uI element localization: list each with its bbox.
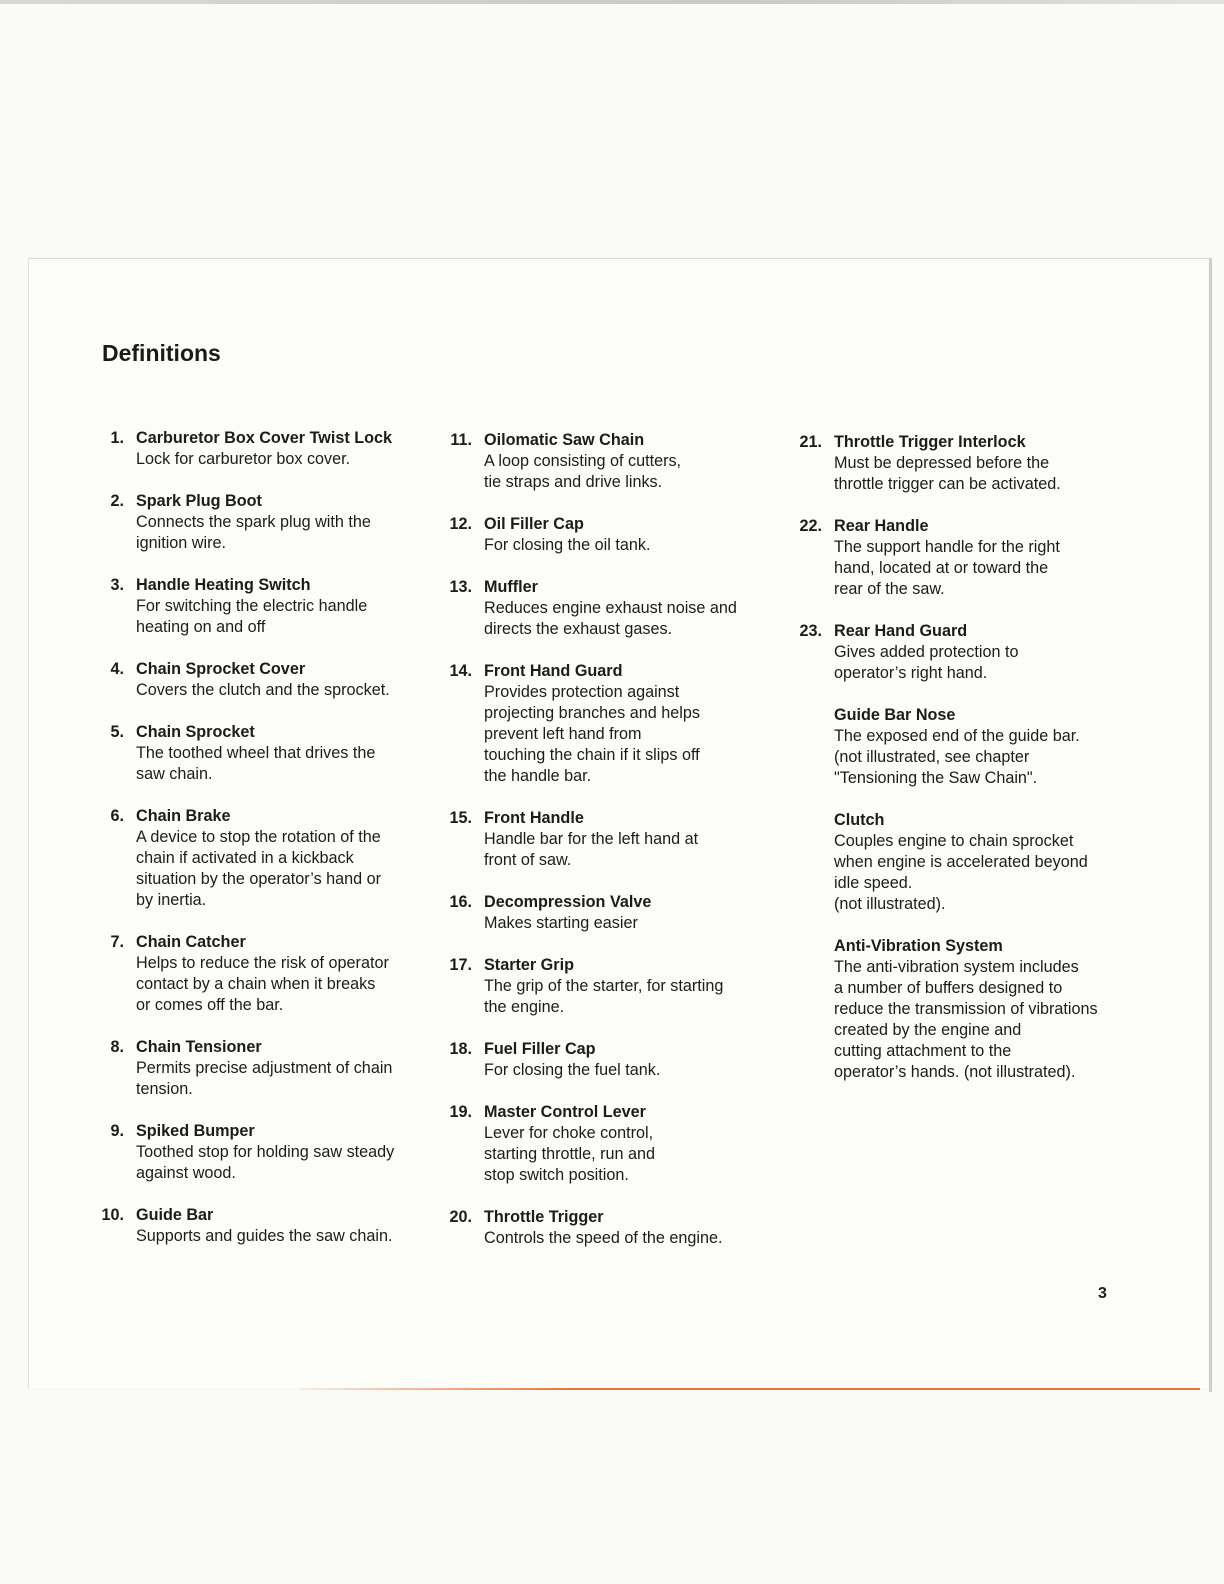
definition-entry bbox=[96, 806, 426, 911]
definition-number: 15. bbox=[449, 809, 472, 827]
definition-description: A loop consisting of cutters, tie straps and drive links. bbox=[484, 452, 682, 491]
definition-body bbox=[484, 808, 774, 871]
definition-number-cell bbox=[96, 932, 136, 1016]
definition-description: Couples engine to chain sprocket when engine is accelerated beyond idle speed. (not illustrated). bbox=[834, 832, 1088, 913]
definition-entry bbox=[794, 621, 1124, 684]
definition-number: 14. bbox=[449, 662, 472, 680]
definition-entry bbox=[794, 432, 1124, 495]
definition-description: Lock for carburetor box cover. bbox=[136, 450, 351, 468]
page-title: Definitions bbox=[102, 340, 221, 366]
definition-number: 8. bbox=[110, 1038, 124, 1056]
definition-body bbox=[834, 516, 1124, 600]
definition-description: Permits precise adjustment of chain tension. bbox=[136, 1059, 393, 1098]
definition-term: Fuel Filler Cap bbox=[484, 1040, 596, 1058]
definition-number: 5. bbox=[110, 723, 124, 741]
definition-entry bbox=[96, 1121, 426, 1184]
definition-body bbox=[484, 514, 774, 556]
definition-term: Clutch bbox=[834, 811, 885, 829]
definition-number-cell bbox=[96, 659, 136, 701]
definition-term: Decompression Valve bbox=[484, 893, 652, 911]
definition-number: 16. bbox=[449, 893, 472, 911]
definition-number: 21. bbox=[799, 433, 822, 451]
definition-number: 4. bbox=[110, 660, 124, 678]
definition-number: 10. bbox=[101, 1206, 124, 1224]
definition-description: Toothed stop for holding saw steady against wood. bbox=[136, 1143, 395, 1182]
definition-body bbox=[484, 1207, 774, 1249]
definition-number-cell bbox=[794, 810, 834, 915]
definition-term: Oilomatic Saw Chain bbox=[484, 431, 645, 449]
definition-body bbox=[136, 575, 426, 638]
definition-number: 17. bbox=[449, 956, 472, 974]
definition-number: 20. bbox=[449, 1208, 472, 1226]
definition-entry bbox=[96, 1037, 426, 1100]
definition-description: The grip of the starter, for starting the engine. bbox=[484, 977, 724, 1016]
definition-body bbox=[834, 432, 1124, 495]
definition-body bbox=[484, 661, 774, 787]
definition-number: 9. bbox=[110, 1122, 124, 1140]
definitions-column-1 bbox=[96, 428, 426, 1268]
definition-number-cell bbox=[444, 808, 484, 871]
definition-term: Master Control Lever bbox=[484, 1103, 646, 1121]
definition-description: Gives added protection to operator’s right hand. bbox=[834, 643, 1019, 682]
definition-body bbox=[834, 810, 1124, 915]
definition-entry bbox=[96, 1205, 426, 1247]
definition-body bbox=[136, 1121, 426, 1184]
definition-body bbox=[834, 705, 1124, 789]
definition-term: Handle Heating Switch bbox=[136, 576, 311, 594]
definition-number: 13. bbox=[449, 578, 472, 596]
definition-number-cell bbox=[794, 432, 834, 495]
definition-entry bbox=[794, 516, 1124, 600]
definition-number: 2. bbox=[110, 492, 124, 510]
definition-entry bbox=[794, 936, 1124, 1083]
definition-entry bbox=[444, 577, 774, 640]
definition-entry bbox=[96, 659, 426, 701]
definition-entry bbox=[96, 932, 426, 1016]
definition-description: Makes starting easier bbox=[484, 914, 638, 932]
definition-number-cell bbox=[794, 516, 834, 600]
definition-entry bbox=[444, 808, 774, 871]
definition-number: 11. bbox=[450, 431, 472, 449]
definition-entry bbox=[794, 810, 1124, 915]
page-top-edge bbox=[0, 0, 1224, 4]
definition-entry bbox=[794, 705, 1124, 789]
definition-term: Oil Filler Cap bbox=[484, 515, 584, 533]
definition-number: 7. bbox=[110, 933, 124, 951]
definition-term: Chain Brake bbox=[136, 807, 231, 825]
definition-description: Reduces engine exhaust noise and directs the exhaust gases. bbox=[484, 599, 737, 638]
definition-description: The exposed end of the guide bar. (not illustrated, see chapter "Tensioning the Saw Chain". bbox=[834, 727, 1080, 787]
definition-description: The toothed wheel that drives the saw chain. bbox=[136, 744, 376, 783]
definition-entry bbox=[444, 514, 774, 556]
definition-body bbox=[136, 1037, 426, 1100]
definition-term: Muffler bbox=[484, 578, 538, 596]
definition-term: Chain Tensioner bbox=[136, 1038, 262, 1056]
definition-number-cell bbox=[444, 892, 484, 934]
definition-term: Anti-Vibration System bbox=[834, 937, 1003, 955]
definition-entry bbox=[96, 575, 426, 638]
definition-description: A device to stop the rotation of the chain if activated in a kickback situation by the operator’s hand or by inertia. bbox=[136, 828, 382, 909]
definition-body bbox=[136, 722, 426, 785]
definition-description: Provides protection against projecting branches and helps prevent left hand from touching the chain if it slips off the handle bar. bbox=[484, 683, 700, 785]
definition-number-cell bbox=[96, 491, 136, 554]
definition-entry bbox=[96, 722, 426, 785]
definition-body bbox=[136, 428, 426, 470]
definition-number-cell bbox=[444, 430, 484, 493]
definition-description: For switching the electric handle heating on and off bbox=[136, 597, 368, 636]
definition-entry bbox=[96, 491, 426, 554]
definition-body bbox=[136, 806, 426, 911]
definition-number-cell bbox=[444, 1207, 484, 1249]
definition-term: Chain Sprocket bbox=[136, 723, 255, 741]
definition-entry bbox=[444, 1039, 774, 1081]
definition-term: Spiked Bumper bbox=[136, 1122, 255, 1140]
definition-entry bbox=[444, 892, 774, 934]
definition-entry bbox=[444, 955, 774, 1018]
definition-number-cell bbox=[96, 1205, 136, 1247]
sheet-right-edge bbox=[1209, 258, 1212, 1392]
definition-description: For closing the oil tank. bbox=[484, 536, 651, 554]
definition-number-cell bbox=[794, 705, 834, 789]
definition-body bbox=[834, 936, 1124, 1083]
definition-body bbox=[484, 1039, 774, 1081]
definition-number-cell bbox=[444, 514, 484, 556]
definition-number: 18. bbox=[449, 1040, 472, 1058]
definition-term: Throttle Trigger Interlock bbox=[834, 433, 1026, 451]
definition-number: 6. bbox=[110, 807, 124, 825]
definition-term: Starter Grip bbox=[484, 956, 574, 974]
definition-body bbox=[484, 892, 774, 934]
bottom-accent-line bbox=[300, 1388, 1200, 1390]
definition-number-cell bbox=[96, 575, 136, 638]
definition-term: Rear Hand Guard bbox=[834, 622, 968, 640]
definition-description: The support handle for the right hand, located at or toward the rear of the saw. bbox=[834, 538, 1060, 598]
definition-entry bbox=[444, 1102, 774, 1186]
definition-number-cell bbox=[444, 955, 484, 1018]
definition-term: Chain Catcher bbox=[136, 933, 246, 951]
definition-body bbox=[484, 577, 774, 640]
definition-number-cell bbox=[96, 1121, 136, 1184]
definition-term: Throttle Trigger bbox=[484, 1208, 604, 1226]
definition-description: Connects the spark plug with the ignition wire. bbox=[136, 513, 371, 552]
definition-number: 22. bbox=[799, 517, 822, 535]
definition-description: Supports and guides the saw chain. bbox=[136, 1227, 393, 1245]
definition-term: Guide Bar Nose bbox=[834, 706, 956, 724]
definition-description: Must be depressed before the throttle trigger can be activated. bbox=[834, 454, 1061, 493]
definition-term: Carburetor Box Cover Twist Lock bbox=[136, 429, 393, 447]
definition-description: The anti-vibration system includes a number of buffers designed to reduce the transmission of vibrations created by the engine and cutting attachment to the operator’s hands. (not illustrated). bbox=[834, 958, 1098, 1081]
definition-entry bbox=[444, 1207, 774, 1249]
definition-number: 3. bbox=[110, 576, 124, 594]
definition-body bbox=[136, 491, 426, 554]
definition-number: 12. bbox=[449, 515, 472, 533]
definition-description: Covers the clutch and the sprocket. bbox=[136, 681, 390, 699]
definition-number: 23. bbox=[799, 622, 822, 640]
definition-number-cell bbox=[96, 1037, 136, 1100]
definition-description: Controls the speed of the engine. bbox=[484, 1229, 723, 1247]
definition-number-cell bbox=[96, 428, 136, 470]
definition-body bbox=[484, 1102, 774, 1186]
definition-number-cell bbox=[444, 1039, 484, 1081]
definition-term: Guide Bar bbox=[136, 1206, 214, 1224]
definition-body bbox=[484, 430, 774, 493]
definitions-column-2 bbox=[444, 430, 774, 1270]
definition-term: Spark Plug Boot bbox=[136, 492, 262, 510]
definition-number-cell bbox=[444, 1102, 484, 1186]
definition-entry bbox=[96, 428, 426, 470]
definition-body bbox=[136, 1205, 426, 1247]
definition-term: Front Handle bbox=[484, 809, 584, 827]
definition-body bbox=[834, 621, 1124, 684]
definition-number-cell bbox=[444, 661, 484, 787]
definitions-column-3 bbox=[794, 432, 1124, 1104]
definition-number-cell bbox=[444, 577, 484, 640]
definition-number-cell bbox=[96, 806, 136, 911]
definition-body bbox=[136, 932, 426, 1016]
definition-entry bbox=[444, 661, 774, 787]
definition-body bbox=[136, 659, 426, 701]
definition-description: For closing the fuel tank. bbox=[484, 1061, 661, 1079]
definition-number: 19. bbox=[449, 1103, 472, 1121]
definition-description: Lever for choke control, starting throttle, run and stop switch position. bbox=[484, 1124, 655, 1184]
definition-description: Helps to reduce the risk of operator contact by a chain when it breaks or comes off the bar. bbox=[136, 954, 389, 1014]
definition-number: 1. bbox=[110, 429, 124, 447]
definition-number-cell bbox=[794, 936, 834, 1083]
definition-number-cell bbox=[96, 722, 136, 785]
definition-term: Chain Sprocket Cover bbox=[136, 660, 306, 678]
page-number: 3 bbox=[1098, 1285, 1107, 1302]
definition-term: Front Hand Guard bbox=[484, 662, 623, 680]
definition-body bbox=[484, 955, 774, 1018]
definition-entry bbox=[444, 430, 774, 493]
definition-description: Handle bar for the left hand at front of saw. bbox=[484, 830, 699, 869]
definition-number-cell bbox=[794, 621, 834, 684]
definition-term: Rear Handle bbox=[834, 517, 929, 535]
